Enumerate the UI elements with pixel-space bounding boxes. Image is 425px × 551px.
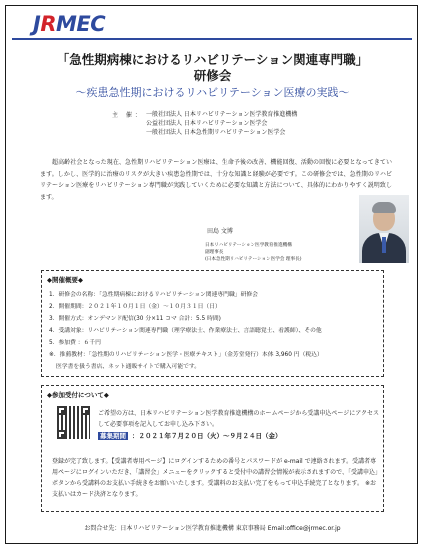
registration-box bbox=[41, 385, 384, 512]
deadline-value: ：２０２１年７月２０日（火）〜９月２４日（金） bbox=[132, 432, 282, 440]
overview-item: 5．参加費 ：６千円 bbox=[49, 340, 101, 346]
overview-item: 3．開催方式：オンデマンド配信(30 分×11 コマ 合計：5.5 時間) bbox=[49, 316, 221, 322]
overview-item: 医学書を扱う書店、ネット通販サイトで購入可能です。 bbox=[56, 364, 201, 370]
intro-paragraph: 超高齢社会となった現在、急性期リハビリテーション医療は、生命予後の改善、機能回復、活動の回復に必要となってきています。しかし、医学的に治療のリスクが大きい疾患急性期では、十分な知識と経験が必要です。この研修会では、急性期のリハビリテーション医療をリハビリテーション専門職が実践していくために必要な知識と方法について、具体的にわかりやすく説明致します。 bbox=[40, 159, 392, 201]
jrmec-logo: JRMEC bbox=[33, 12, 106, 36]
sponsor-item: 一般社団法人 日本リハビリテーション医学教育推進機構 bbox=[146, 111, 298, 118]
title-line-2: 研修会 bbox=[193, 68, 232, 83]
overview-item: 1．研修会の名称：「急性期病棟におけるリハビリテーション関連専門職」研修会 bbox=[49, 292, 258, 298]
overview-item: 2．開催期間：２０２１年１０月１日（金）〜１０月３１日（日） bbox=[49, 304, 221, 310]
overview-item: 4．受講対象：リハビリテーション関連専門職（理学療法士、作業療法士、言語聴覚士、看護師）、その他 bbox=[49, 328, 322, 334]
sponsor-list bbox=[146, 110, 297, 137]
contact-footer: お問合せ先：日本リハビリテーション医学教育推進機構 東京事務局 Email:office@jrmec.or.jp bbox=[84, 525, 341, 532]
header-rule bbox=[12, 38, 412, 40]
overview-item: ※．推薦教材：「急性期のリハビリテーション医学・医療テキスト」（金芳堂発行）本体 3,960 円（税込） bbox=[49, 352, 323, 358]
sponsor-item: 一般社団法人 日本急性期リハビリテーション医学会 bbox=[146, 129, 286, 136]
registration-heading: ◆参加受付について◆ bbox=[47, 391, 109, 399]
overview-heading: ◆開催概要◆ bbox=[47, 276, 83, 284]
deadline-label: 募集期間 bbox=[100, 432, 126, 440]
registration-details: 登録が完了致します。【受講者専用ページ】にログインするための番号とパスワードが e-mail で連絡されます。受講者専用ページにログインいただき、「講習会」メニューをクリックすると受付中の講習会情報が表示されますので、「受講申込」ボタンから受講料のお支払い手続きをお願いいたします。受講料のお支払い完了をもって申込手続完了となります。 ※お支払いはカード決済となります。 bbox=[52, 458, 378, 498]
speaker-name: 田島 文博 bbox=[207, 228, 233, 235]
title-line-1: 「急性期病棟におけるリハビリテーション関連専門職」 bbox=[56, 52, 369, 67]
registration-text: ご希望の方は、日本リハビリテーション医学教育推進機構のホームページから受講申込ページにアクセスして必要事項を記入してお申し込み下さい。 bbox=[98, 410, 380, 428]
subtitle: 〜疾患急性期におけるリハビリテーション医療の実践〜 bbox=[75, 86, 350, 99]
speaker-photo bbox=[359, 195, 409, 263]
sponsor-item: 公益社団法人 日本リハビリテーション医学会 bbox=[146, 120, 268, 127]
overview-box bbox=[41, 270, 384, 377]
sponsor-label: 主 催： bbox=[112, 112, 144, 119]
deadline bbox=[98, 431, 282, 440]
speaker-description: 日本リハビリテーション医学教育推進機構 副理事長 (日本急性期リハビリテーション医学会 理事長) bbox=[205, 243, 302, 262]
qr-code[interactable] bbox=[57, 406, 90, 439]
